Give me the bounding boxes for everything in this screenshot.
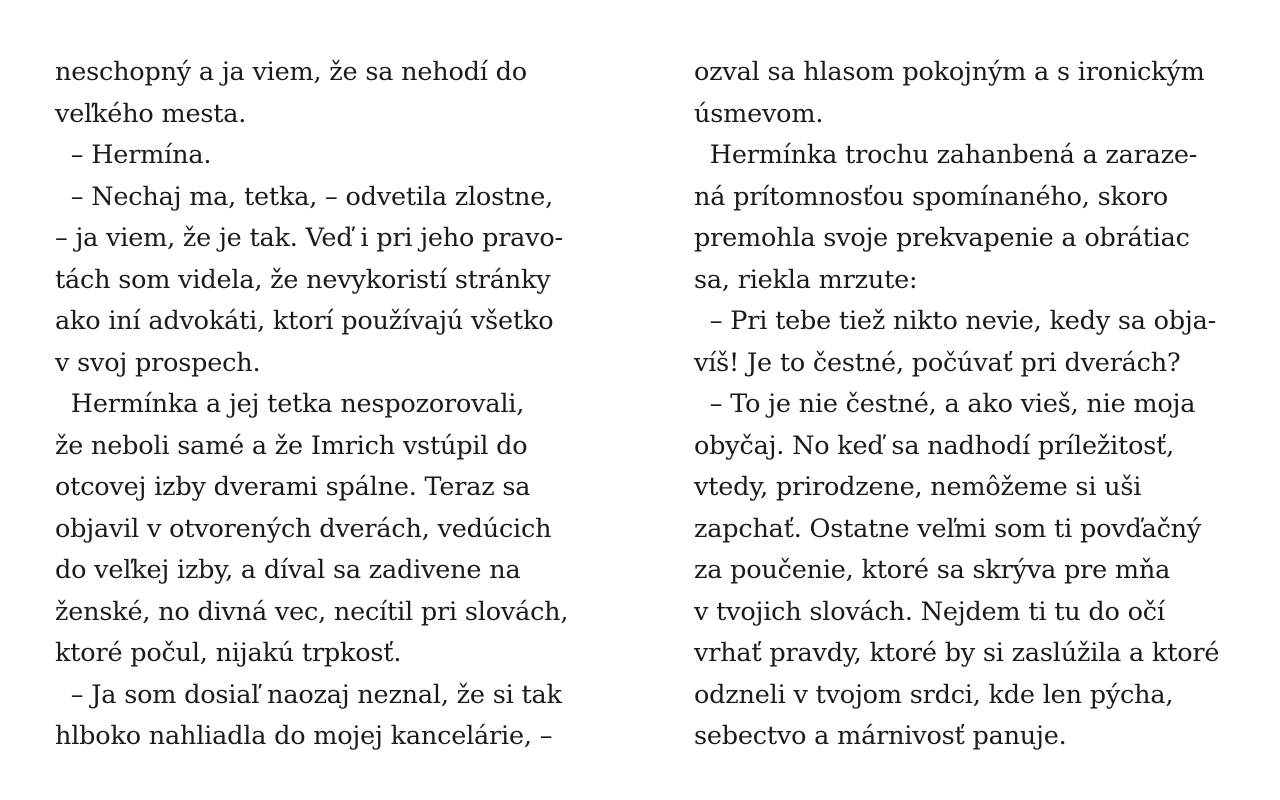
text-line: víš! Je to čestné, počúvať pri dverách?: [694, 347, 1181, 378]
text-line: obyčaj. No keď sa nadhodí príležitosť,: [694, 430, 1175, 461]
text-line: – Ja som dosiaľ naozaj neznal, že si tak: [55, 679, 562, 710]
text-line: ženské, no divná vec, necítil pri slovách,: [55, 596, 569, 627]
text-line: – Hermína.: [55, 140, 212, 170]
text-line: ako iní advokáti, ktorí používajú všetko: [55, 306, 554, 336]
text-line: premohla svoje prekvapenie a obrátiac: [694, 223, 1190, 253]
text-line: – To je nie čestné, a ako vieš, nie moja: [694, 389, 1196, 419]
text-line: neschopný a ja viem, že sa nehodí do: [55, 57, 527, 87]
text-line: za poučenie, ktoré sa skrýva pre mňa: [694, 555, 1171, 585]
text-line: sebectvo a márnivosť panuje.: [694, 721, 1067, 751]
text-line: úsmevom.: [694, 98, 824, 129]
text-line: zapchať. Ostatne veľmi som ti povďačný: [694, 513, 1202, 544]
text-line: – Nechaj ma, tetka, – odvetila zlostne,: [55, 181, 554, 212]
text-line: veľkého mesta.: [55, 98, 247, 129]
text-line: – Pri tebe tiež nikto nevie, kedy sa obja-: [694, 306, 1217, 336]
text-line: v tvojich slovách. Nejdem ti tu do očí: [694, 596, 1165, 627]
text-line: v svoj prospech.: [55, 347, 261, 378]
text-line: ktoré počul, nijakú trpkosť.: [55, 638, 402, 668]
text-line: do veľkej izby, a díval sa zadivene na: [55, 555, 521, 585]
left-page: [55, 52, 595, 758]
text-line: Hermínka trochu zahanbená a zaraze-: [694, 140, 1198, 170]
text-line: sa, riekla mrzute:: [694, 264, 918, 295]
text-line: – ja viem, že je tak. Veď i pri jeho pravo-: [55, 223, 563, 253]
text-line: Hermínka a jej tetka nespozorovali,: [55, 389, 525, 419]
text-line: otcovej izby dverami spálne. Teraz sa: [55, 472, 531, 502]
text-line: vtedy, prirodzene, nemôžeme si uši: [694, 472, 1142, 502]
right-page: [694, 52, 1234, 758]
text-line: hlboko nahliadla do mojej kancelárie, –: [55, 721, 553, 751]
text-line: tách som videla, že nevykoristí stránky: [55, 264, 551, 295]
text-line: objavil v otvorených dverách, vedúcich: [55, 513, 552, 544]
text-line: že neboli samé a že Imrich vstúpil do: [55, 430, 528, 461]
text-line: ná prítomnosťou spomínaného, skoro: [694, 181, 1169, 212]
text-line: odzneli v tvojom srdci, kde len pýcha,: [694, 679, 1174, 710]
text-line: ozval sa hlasom pokojným a s ironickým: [694, 57, 1205, 87]
text-line: vrhať pravdy, ktoré by si zaslúžila a ktoré: [694, 638, 1220, 668]
